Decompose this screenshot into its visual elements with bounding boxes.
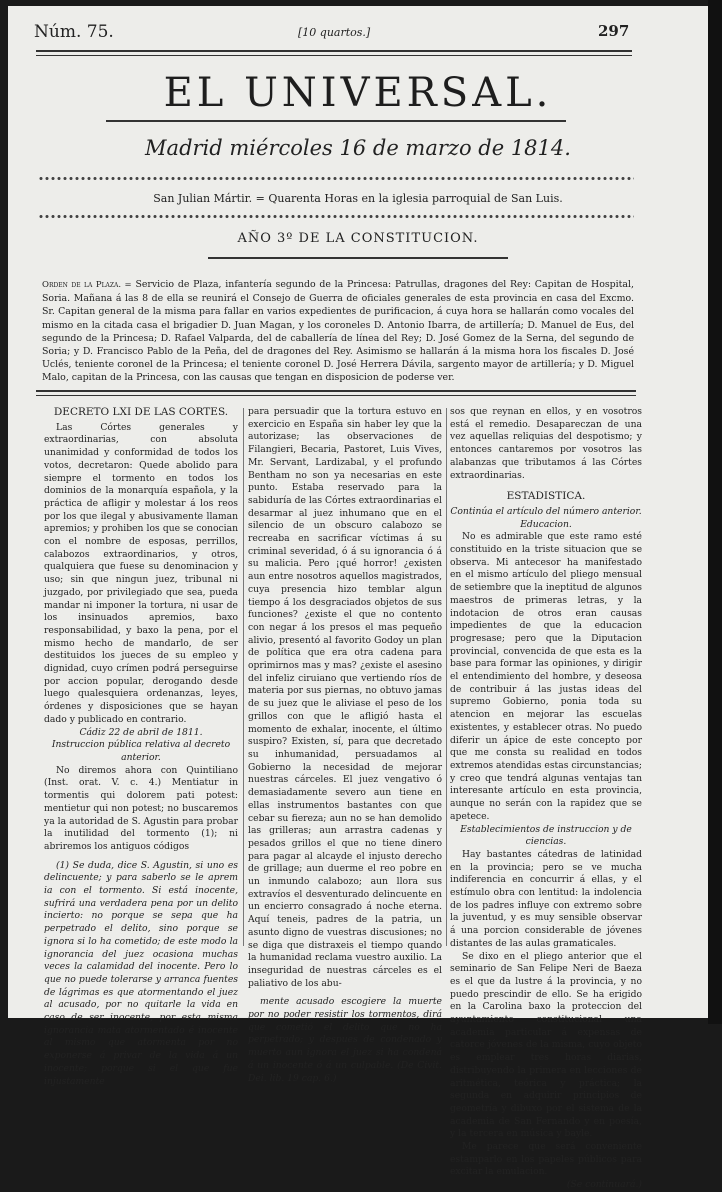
footnote-1: (1) Se duda, dice S. Agustin, si uno es delincuente; y para saberlo se le aprem ia con el tormento. Si está inocente, sufrirá una verdadera pena por un delito incierto: no porque se sepa que ha perpetrado el delito, sino porque se ignora si lo ha cometido; de este modo la ignorancia del juez ocasiona muchas veces la calamidad del inocente. Pero lo que no puede tolerarse y arranca fuentes de lágrimas es que atormentando el juez al acusado, por no quitarle la vida en caso de ser inocente, por esta misma ignorancia mata atormentado é inocente al mismo que atormenta por no exponerse á privar de la vida á un inocente; porque si el que fue injustamente bbox=[44, 859, 238, 1087]
saint-day: San Julian Mártir. = Quarenta Horas en la iglesia parroquial de San Luis. bbox=[153, 192, 563, 205]
column-divider-1 bbox=[243, 408, 244, 946]
section-rule bbox=[36, 390, 636, 392]
instruction-subhead: Instruccion pública relativa al decreto anterior. bbox=[51, 739, 231, 763]
page-number: 297 bbox=[598, 22, 630, 40]
date-line: Madrid miércoles 16 de marzo de 1814. bbox=[145, 136, 571, 160]
column-1 bbox=[44, 406, 238, 1088]
column-3 bbox=[450, 406, 642, 1192]
title-rule bbox=[106, 120, 566, 122]
top-rule bbox=[36, 50, 632, 52]
decree-dateline: Cádiz 22 de abril de 1811. bbox=[79, 726, 203, 738]
dotted-divider-2 bbox=[38, 214, 634, 219]
column-2 bbox=[248, 406, 442, 1085]
top-rule-thin bbox=[36, 55, 632, 56]
closing-text: Me parece que será conveniente estamparlo en los papeles públicos para excitar la emulacion. bbox=[450, 1141, 642, 1178]
issue-number: Núm. 75. bbox=[34, 22, 114, 42]
column-2-text: para persuadir que la tortura estuvo en exercicio en España sin haber ley que la autorizase; las observaciones de Filangieri, Becaria, Pastoret, Luis Vives, Mr. Servant, Lardizabal, y el profundo Bentham no son ya necesarias en este punto. Estaba reservado para la sabiduría de las Córtes extraordinarias el desarmar al juez inhumano que en el silencio de un obscuro calabozo se recreaba en sacrificar víctimas á su criminal severidad, ó á su ignorancia ó á su malicia. Pero ¡qué horror! ¿existen aun entre nosotros aquellos magistrados, cuya presencia hizo temblar algun tiempo á los desgraciados objetos de sus funciones? ¿existe el que no contento con negar á los presos el mas pequeño alivio, presentó al favorito Godoy un plan de política que era otra cadena para oprimirnos mas y mas? ¿existe el asesino del infeliz ciruiano que vertiendo ríos de materia por sus piernas, no obtuvo jamas de su juez que le aliviase el peso de los grillos con que le afligió hasta el momento de exhalar, inocente, el último suspiro? Existen, sí, para que decretado su inhumanidad, persuadamos al Gobierno la necesidad de mejorar nuestras cárceles. El juez vengativo ó demasiadamente severo aun tiene en ellas instrumentos bastantes con que cebar su fiereza; aun no se han demolido las grilleras; aun arrastra cadenas y pesados grillos el que no tiene dinero para pagar al alcayde el injusto derecho de grillage; aun duerme el reo pobre en un inmundo calabozo; aun llora sus extravíos el desventurado delincuente en un encierro consagrado á noche eterna. Aquí teneis, padres de la patria, un asunto digno de vuestras discusiones; no se diga que distraxeis el tiempo quando la humanidad reclama vuestro auxilio. La inseguridad de nuestras cárceles es el paliativo de los abu- bbox=[248, 406, 442, 989]
educacion-text: No es admirable que este ramo esté constituido en la triste situacion que se observa. Mi antecesor ha manifestado en el mismo artículo del pliego mensual de setiembre que la ineptitud de algunos maestros de primeras letras, y la indotacion de otros eran causas impedientes de que la educacion progresase; pero que la Diputacion provincial, convencida de que esta es la base para formar las opiniones, y dirigir el entendimiento del hombre, y deseosa de contribuir á las justas ideas del supremo Gobierno, ponia toda su atencion en mejorar las escuelas existentes, y establecer otras. No puedo diferir un ápice de este concepto por que me consta su realidad en todos extremos atendidas estas circunstancias; y creo que tendrá algunas ventajas tan interesante artículo en esta provincia, aunque no serán con la rapidez que se apetece. bbox=[450, 531, 642, 822]
section-rule-thin bbox=[36, 395, 636, 396]
constitution-year: AÑO 3º DE LA CONSTITUCION. bbox=[237, 231, 479, 246]
orden-de-la-plaza bbox=[42, 278, 634, 385]
seminario-text: Se dixo en el pliego anterior que el seminario de San Felipe Neri de Baeza es el que da lustre á la provincia, y no puedo prescindir de ello. Se ha erigido en la Carolina baxo la proteccion del ayuntamiento constitucional una academia particular á expensas de catorce jóvenes de la misma, cuyo objeto es emplear tres horas diarias, distribuyendo la primera en lecciones de aritmética, teórica y práctica; la segunda en adquirir principios de geometría y dibuxo por el sistema de la academia de San Fernando y en poesía, y la tercera en música y bayle. bbox=[450, 950, 642, 1140]
footnote-1-cont: mente acusado escogiere la muerte por no poder resistir los tormentos, dirá que cometió el delito que no ha perpetrado; y despues de condenado y muerto aun ignora el juez si ha condená á un inocente ó á un culpable. (De Civit. Dei. lib. 19 cap. 6.) bbox=[248, 996, 442, 1084]
newspaper-page bbox=[8, 6, 708, 1191]
decree-text: Las Córtes generales y extraordinarias, con absoluta unanimidad y conformidad de todos los votos, decretaron: Quede abolido para siempre el tormento en todos los dominios de la monarquía española, y la práctica de afligir y molestar á los reos por los que ilegal y abusivamente llaman apremios; y prohiben los que se conocian con el nombre de esposas, perrillos, calabozos extraordinarios, y otros, qualquiera que fuese su denominacion y uso; sin que ningun juez, tribunal ni juzgado, por privilegiado que sea, pueda mandar ni imponer la tortura, ni usar de los insinuados apremios, baxo responsabilidad, y baxo la pena, por el mismo hecho de mandarlo, de ser destituidos los jueces de su empleo y dignidad, cuyo crímen podrá perseguirse por accion popular, derogando desde luego qualesquiera ordenanzas, leyes, órdenes y disposiciones que se hayan dado y publicado en contrario. bbox=[44, 421, 238, 725]
page-edge bbox=[708, 0, 722, 1024]
estadistica-subhead: Continúa el artículo del número anterior. bbox=[450, 505, 642, 517]
column-divider-2 bbox=[446, 408, 447, 946]
estadistica-heading: ESTADISTICA. bbox=[506, 490, 586, 503]
instruction-text: No diremos ahora con Quintiliano (Inst. orat. V. c. 4.) Mentiatur in tormentis qui dolorem pati potest: mentietur qui non potest; no buscaremos ya la autoridad de S. Agustin para probar la inutilidad del tormento (1); ni abriremos los antiguos códigos bbox=[44, 764, 238, 852]
dotted-divider bbox=[38, 176, 634, 181]
orden-label: Orden de la Plaza. = bbox=[42, 280, 132, 290]
establecimientos-text: Hay bastantes cátedras de latinidad en la provincia; pero se ve mucha indiferencia en concurrir á ellas, y el estímulo obra con lentitud: la indolencia de los padres influye con extremo sobre la juventud, y es muy sensible observar á una porcion considerable de jóvenes distantes de las aulas gramaticales. bbox=[450, 848, 642, 949]
establecimientos-subhead: Establecimientos de instruccion y de ciencias. bbox=[460, 823, 632, 848]
orden-text: Servicio de Plaza, infantería segundo de la Princesa: Patrullas, dragones del Rey: Capitan de Hospital, Soria. Mañana á las 8 de ella se reunirá el Consejo de Guerra de oficiales generales de esta provincia en casa del Excmo. Sr. Capitan general de la misma para fallar en varios expedientes de purificacion, á cuya hora se hallarán como vocales del mismo en la citada casa el brigadier D. Juan Magan, y los coroneles D. Antonio Ibarra, de artillería; D. Manuel de Eus, del segundo de la Princesa; D. Rafael Valparda, del de caballería de línea del Rey; D. José Gomez de la Serna, del segundo de Soria; y D. Francisco Pablo de la Peña, del de dragones del Rey. Asimismo se hallarán á la misma hora los fiscales D. José Uclés, teniente coronel de la Princesa; el teniente coronel D. José Herrera Dávila, sargento mayor de artillería; y D. Miguel Malo, capitan de la Princesa, con las causas que tengan en disposicion de poderse ver. bbox=[42, 279, 634, 384]
newspaper-title: EL UNIVERSAL. bbox=[163, 70, 553, 116]
column-3-cont: sos que reynan en ellos, y en vosotros está el remedio. Desapareczan de una vez aquellas reliquias del despotismo; y entonces cantaremos por vosotros las alabanzas que tributamos á las Córtes extraordinarias. bbox=[450, 406, 642, 481]
price: [10 quartos.] bbox=[298, 26, 371, 39]
year-rule bbox=[208, 257, 508, 259]
decree-heading: DECRETO LXI DE LAS CORTES. bbox=[53, 406, 229, 418]
educacion-subhead: Educacion. bbox=[520, 518, 572, 530]
continue-note: (Se continuará.) bbox=[566, 1179, 642, 1191]
